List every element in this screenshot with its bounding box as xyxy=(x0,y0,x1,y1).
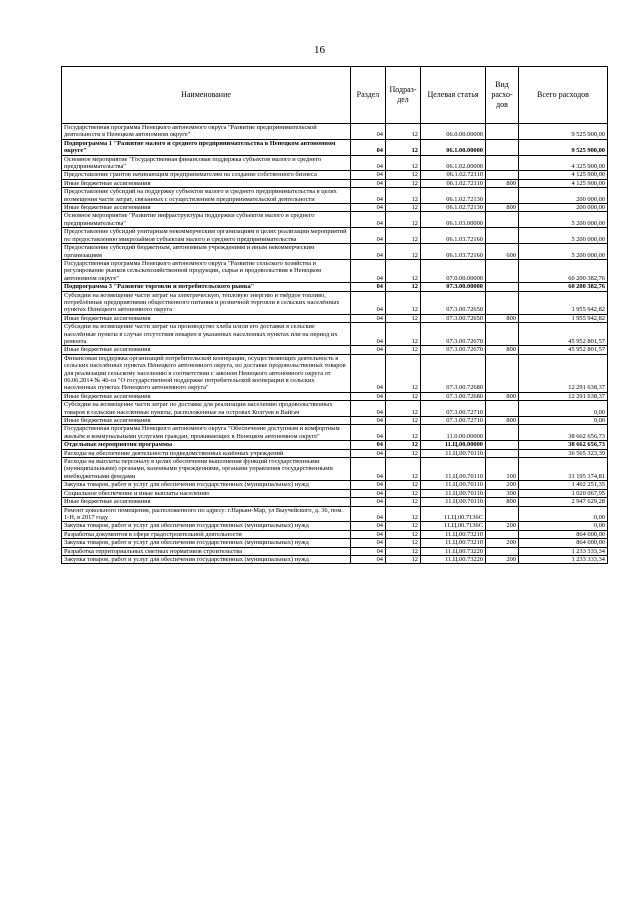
cell-section: 04 xyxy=(351,124,386,140)
cell-name: Субсидии на возмещение части затрат на электрическую, тепловую энергию и твёрдое топливо, потреблённые предприятиями общественного питания и розничной торговли в сельских населённых пунктах Ненецкого автономного округа xyxy=(62,291,351,314)
cell-article: 07.3.00.00000 xyxy=(421,283,486,291)
cell-article: 07.3.00.72680 xyxy=(421,354,486,392)
cell-article: 07.3.00.72650 xyxy=(421,291,486,314)
cell-expense-type: 300 xyxy=(486,489,519,497)
cell-article: 11.Ц.00.7136С xyxy=(421,522,486,530)
cell-name: Отдельные мероприятия программы xyxy=(62,441,351,449)
cell-subsection: 12 xyxy=(386,155,421,171)
cell-name: Субсидии на возмещение части затрат на производство хлеба и/или его доставки в сельские населённые пункты в случае отсутствия пекарен в указанных населенных пунктах или на период их ремонта xyxy=(62,323,351,346)
table-row xyxy=(62,498,608,506)
cell-total: 5 200 000,00 xyxy=(519,212,608,228)
cell-article: 11.Ц.00.7136С xyxy=(421,506,486,522)
cell-name: Иные бюджетные ассигнования xyxy=(62,346,351,354)
column-header-subsection: Подраз-дел xyxy=(386,67,421,124)
table-row xyxy=(62,155,608,171)
cell-name: Государственная программа Ненецкого автономного округа "Обеспечение доступным и комфортным жильём и коммунальными услугами граждан, проживающих в Ненецком автономном округе" xyxy=(62,425,351,441)
cell-subsection: 12 xyxy=(386,323,421,346)
cell-total: 12 291 638,37 xyxy=(519,392,608,400)
table-row xyxy=(62,522,608,530)
cell-article: 11.0.00.00000 xyxy=(421,425,486,441)
cell-subsection: 12 xyxy=(386,354,421,392)
cell-section: 04 xyxy=(351,179,386,187)
cell-section: 04 xyxy=(351,155,386,171)
cell-article: 07.3.00.72670 xyxy=(421,346,486,354)
cell-name: Закупка товаров, работ и услуг для обеспечения государственных (муниципальных) нужд xyxy=(62,539,351,547)
cell-subsection: 12 xyxy=(386,291,421,314)
cell-section: 04 xyxy=(351,228,386,244)
cell-article: 11.Ц.00.73220 xyxy=(421,555,486,563)
cell-expense-type: 200 xyxy=(486,481,519,489)
table-row xyxy=(62,244,608,260)
column-header-name: Наименование xyxy=(62,67,351,124)
cell-expense-type xyxy=(486,425,519,441)
cell-subsection: 12 xyxy=(386,547,421,555)
table-row xyxy=(62,539,608,547)
cell-name: Иные бюджетные ассигнования xyxy=(62,204,351,212)
column-header-article: Целевая статья xyxy=(421,67,486,124)
cell-section: 04 xyxy=(351,244,386,260)
cell-expense-type xyxy=(486,354,519,392)
cell-name: Закупка товаров, работ и услуг для обеспечения государственных (муниципальных) нужд xyxy=(62,555,351,563)
table-header-row xyxy=(62,67,608,124)
cell-subsection: 12 xyxy=(386,228,421,244)
cell-expense-type: 800 xyxy=(486,314,519,322)
cell-subsection: 12 xyxy=(386,555,421,563)
cell-subsection: 12 xyxy=(386,204,421,212)
cell-article: 06.1.03.72160 xyxy=(421,244,486,260)
cell-expense-type xyxy=(486,441,519,449)
cell-total: 1 955 942,82 xyxy=(519,291,608,314)
cell-article: 06.1.03.72160 xyxy=(421,228,486,244)
cell-total: 38 662 656,73 xyxy=(519,441,608,449)
cell-subsection: 12 xyxy=(386,481,421,489)
table-row xyxy=(62,481,608,489)
cell-expense-type: 200 xyxy=(486,522,519,530)
table-row xyxy=(62,392,608,400)
cell-name: Иные бюджетные ассигнования xyxy=(62,417,351,425)
cell-total: 36 565 323,39 xyxy=(519,449,608,457)
table-row xyxy=(62,212,608,228)
cell-expense-type xyxy=(486,449,519,457)
cell-name: Разработка документов в сфере градостроительной деятельности xyxy=(62,530,351,538)
cell-section: 04 xyxy=(351,425,386,441)
cell-expense-type: 800 xyxy=(486,204,519,212)
cell-section: 04 xyxy=(351,522,386,530)
cell-expense-type: 800 xyxy=(486,417,519,425)
table-row xyxy=(62,441,608,449)
cell-name: Государственная программа Ненецкого автономного округа "Развитие предпринимательской деятельности в Ненецком автономном округе" xyxy=(62,124,351,140)
cell-article: 11.Ц.00.70110 xyxy=(421,489,486,497)
table-row xyxy=(62,354,608,392)
cell-article: 06.1.02.00000 xyxy=(421,155,486,171)
cell-subsection: 12 xyxy=(386,425,421,441)
cell-subsection: 12 xyxy=(386,458,421,481)
cell-name: Иные бюджетные ассигнования xyxy=(62,498,351,506)
cell-section: 04 xyxy=(351,314,386,322)
cell-total: 60 200 382,76 xyxy=(519,283,608,291)
cell-article: 06.1.02.72110 xyxy=(421,179,486,187)
table-row xyxy=(62,555,608,563)
cell-article: 07.3.00.72710 xyxy=(421,417,486,425)
table-row xyxy=(62,417,608,425)
cell-section: 04 xyxy=(351,441,386,449)
cell-name: Ремонт цокольного помещения, расположенного по адресу: г.Нарьян-Мар, ул Выучейского, д. 36, пом. 1-Н, в 2017 году xyxy=(62,506,351,522)
cell-section: 04 xyxy=(351,547,386,555)
table-row xyxy=(62,291,608,314)
table-row xyxy=(62,458,608,481)
table-row xyxy=(62,171,608,179)
cell-section: 04 xyxy=(351,498,386,506)
cell-total: 2 947 629,28 xyxy=(519,498,608,506)
cell-total: 31 195 374,81 xyxy=(519,458,608,481)
cell-article: 06.1.02.72130 xyxy=(421,204,486,212)
cell-expense-type xyxy=(486,283,519,291)
cell-section: 04 xyxy=(351,506,386,522)
cell-name: Расходы на выплаты персоналу в целях обеспечения выполнения функций государственными (муниципальными) органами, казенными учреждениями, органами управления государственными внебюджетными фондами xyxy=(62,458,351,481)
cell-subsection: 12 xyxy=(386,283,421,291)
cell-total: 1 402 251,35 xyxy=(519,481,608,489)
cell-total: 38 662 656,73 xyxy=(519,425,608,441)
cell-expense-type: 800 xyxy=(486,392,519,400)
cell-name: Подпрограмма 1 "Развитие малого и среднего предпринимательства в Ненецком автономном округе" xyxy=(62,139,351,155)
cell-expense-type xyxy=(486,259,519,282)
cell-subsection: 12 xyxy=(386,449,421,457)
cell-total: 0,00 xyxy=(519,506,608,522)
column-header-section: Раздел xyxy=(351,67,386,124)
cell-subsection: 12 xyxy=(386,259,421,282)
column-header-total: Всего расходов xyxy=(519,67,608,124)
cell-total: 200 000,00 xyxy=(519,188,608,204)
table-row xyxy=(62,346,608,354)
cell-name: Закупка товаров, работ и услуг для обеспечения государственных (муниципальных) нужд xyxy=(62,481,351,489)
cell-expense-type xyxy=(486,291,519,314)
cell-name: Субсидии на возмещение части затрат по доставке для реализации населению продовольственных товаров в сельские населенные пункты, расположенные на островах Колгуев и Вайгач xyxy=(62,401,351,417)
cell-article: 11.Ц.00.73220 xyxy=(421,547,486,555)
cell-total: 12 291 638,37 xyxy=(519,354,608,392)
cell-total: 200 000,00 xyxy=(519,204,608,212)
table-row xyxy=(62,139,608,155)
cell-expense-type: 800 xyxy=(486,346,519,354)
cell-section: 04 xyxy=(351,204,386,212)
cell-subsection: 12 xyxy=(386,392,421,400)
cell-name: Подпрограмма 3 "Развитие торговли и потребительского рынка" xyxy=(62,283,351,291)
table-body xyxy=(62,124,608,564)
cell-expense-type: 100 xyxy=(486,458,519,481)
cell-total: 9 525 900,00 xyxy=(519,124,608,140)
cell-subsection: 12 xyxy=(386,139,421,155)
table-row xyxy=(62,449,608,457)
cell-section: 04 xyxy=(351,481,386,489)
cell-subsection: 12 xyxy=(386,530,421,538)
cell-name: Разработка территориальных сметных нормативов строительства xyxy=(62,547,351,555)
page-number: 16 xyxy=(314,44,325,56)
cell-name: Основное мероприятие "Государственная финансовая поддержка субъектов малого и среднего предпринимательства" xyxy=(62,155,351,171)
cell-article: 07.0.00.00000 xyxy=(421,259,486,282)
cell-total: 9 525 900,00 xyxy=(519,139,608,155)
cell-subsection: 12 xyxy=(386,401,421,417)
cell-article: 11.Ц.00.70110 xyxy=(421,449,486,457)
cell-article: 06.1.00.00000 xyxy=(421,139,486,155)
cell-expense-type xyxy=(486,155,519,171)
cell-article: 07.3.00.72710 xyxy=(421,401,486,417)
cell-subsection: 12 xyxy=(386,124,421,140)
cell-name: Закупка товаров, работ и услуг для обеспечения государственных (муниципальных) нужд xyxy=(62,522,351,530)
cell-name: Предоставление субсидий унитарным некоммерческим организациям в целях реализации мероприятий по предоставлению микрозаймов субъектам малого и среднего предпринимательства xyxy=(62,228,351,244)
cell-subsection: 12 xyxy=(386,179,421,187)
cell-section: 04 xyxy=(351,323,386,346)
cell-name: Предоставление грантов начинающим предпринимателям на создание собственного бизнеса xyxy=(62,171,351,179)
cell-expense-type xyxy=(486,401,519,417)
cell-subsection: 12 xyxy=(386,539,421,547)
table-row xyxy=(62,323,608,346)
cell-section: 04 xyxy=(351,259,386,282)
cell-subsection: 12 xyxy=(386,346,421,354)
cell-total: 864 000,00 xyxy=(519,539,608,547)
cell-total: 0,00 xyxy=(519,401,608,417)
cell-article: 07.3.00.72650 xyxy=(421,314,486,322)
cell-total: 1 955 942,82 xyxy=(519,314,608,322)
cell-total: 45 952 801,57 xyxy=(519,346,608,354)
table-row xyxy=(62,506,608,522)
table-row xyxy=(62,530,608,538)
cell-expense-type: 800 xyxy=(486,498,519,506)
cell-expense-type xyxy=(486,506,519,522)
cell-section: 04 xyxy=(351,489,386,497)
cell-total: 1 233 333,34 xyxy=(519,555,608,563)
table-row xyxy=(62,547,608,555)
cell-total: 5 200 000,00 xyxy=(519,228,608,244)
cell-section: 04 xyxy=(351,555,386,563)
cell-section: 04 xyxy=(351,449,386,457)
cell-subsection: 12 xyxy=(386,522,421,530)
cell-article: 11.Ц.00.70110 xyxy=(421,481,486,489)
cell-name: Предоставление субсидий на поддержку субъектов малого и среднего предпринимательства в целях возмещения части затрат, связанных с осуществлением предпринимательской деятельности xyxy=(62,188,351,204)
cell-expense-type: 800 xyxy=(486,179,519,187)
cell-expense-type: 200 xyxy=(486,555,519,563)
cell-name: Финансовая поддержка организаций потребительской кооперации, осуществляющих деятельность в сельских населённых пунктах Ненецкого автономного округа, по доставке продовольственных товаров для реализации сельскому населению в соответствии с законом Ненецкого автономного округа от 06.06.2014 № 46-оз "О государственной поддержке потребительской кооперации в сельских населенных пунктах Ненецкого автономного округа" xyxy=(62,354,351,392)
cell-article: 06.1.03.00000 xyxy=(421,212,486,228)
cell-section: 04 xyxy=(351,291,386,314)
cell-expense-type xyxy=(486,188,519,204)
cell-section: 04 xyxy=(351,171,386,179)
cell-expense-type xyxy=(486,323,519,346)
cell-total: 1 233 333,34 xyxy=(519,547,608,555)
cell-subsection: 12 xyxy=(386,417,421,425)
cell-total: 4 125 900,00 xyxy=(519,171,608,179)
cell-expense-type xyxy=(486,124,519,140)
cell-name: Иные бюджетные ассигнования xyxy=(62,179,351,187)
cell-subsection: 12 xyxy=(386,506,421,522)
cell-article: 06.1.02.72130 xyxy=(421,188,486,204)
cell-article: 06.1.02.72110 xyxy=(421,171,486,179)
table-row xyxy=(62,124,608,140)
cell-total: 0,00 xyxy=(519,522,608,530)
cell-section: 04 xyxy=(351,283,386,291)
cell-expense-type xyxy=(486,171,519,179)
cell-article: 11.Ц.00.70110 xyxy=(421,498,486,506)
cell-expense-type: 200 xyxy=(486,539,519,547)
cell-section: 04 xyxy=(351,139,386,155)
cell-subsection: 12 xyxy=(386,188,421,204)
cell-section: 04 xyxy=(351,354,386,392)
cell-total: 60 200 382,76 xyxy=(519,259,608,282)
cell-total: 45 952 801,57 xyxy=(519,323,608,346)
cell-section: 04 xyxy=(351,346,386,354)
cell-total: 864 000,00 xyxy=(519,530,608,538)
cell-article: 11.Ц.00.70110 xyxy=(421,458,486,481)
cell-article: 07.3.00.72670 xyxy=(421,323,486,346)
table-row xyxy=(62,179,608,187)
cell-section: 04 xyxy=(351,458,386,481)
cell-expense-type xyxy=(486,212,519,228)
cell-article: 07.3.00.72680 xyxy=(421,392,486,400)
table-row xyxy=(62,204,608,212)
cell-name: Расходы на обеспечение деятельности подведомственных казённых учреждений xyxy=(62,449,351,457)
cell-section: 04 xyxy=(351,530,386,538)
table-row xyxy=(62,228,608,244)
cell-subsection: 12 xyxy=(386,171,421,179)
cell-name: Иные бюджетные ассигнования xyxy=(62,314,351,322)
cell-expense-type: 600 xyxy=(486,244,519,260)
cell-subsection: 12 xyxy=(386,314,421,322)
cell-subsection: 12 xyxy=(386,489,421,497)
cell-total: 0,00 xyxy=(519,417,608,425)
cell-name: Государственная программа Ненецкого автономного округа "Развитие сельского хозяйства и регулирование рынков сельскохозяйственной продукции, сырья и продовольствия в Ненецком автономном округе" xyxy=(62,259,351,282)
table-row xyxy=(62,283,608,291)
cell-article: 06.0.00.00000 xyxy=(421,124,486,140)
table-row xyxy=(62,401,608,417)
cell-name: Иные бюджетные ассигнования xyxy=(62,392,351,400)
cell-article: 11.Ц.00.73210 xyxy=(421,539,486,547)
cell-section: 04 xyxy=(351,539,386,547)
table-row xyxy=(62,314,608,322)
cell-subsection: 12 xyxy=(386,212,421,228)
cell-name: Предоставление субсидий бюджетным, автономным учреждениям и иным некоммерческим организациям xyxy=(62,244,351,260)
cell-article: 11.Ц.00.00000 xyxy=(421,441,486,449)
cell-name: Социальное обеспечение и иные выплаты населению xyxy=(62,489,351,497)
cell-subsection: 12 xyxy=(386,244,421,260)
cell-section: 04 xyxy=(351,212,386,228)
cell-subsection: 12 xyxy=(386,498,421,506)
cell-expense-type xyxy=(486,139,519,155)
cell-section: 04 xyxy=(351,392,386,400)
cell-total: 4 125 900,00 xyxy=(519,179,608,187)
cell-total: 4 325 900,00 xyxy=(519,155,608,171)
table-row xyxy=(62,259,608,282)
cell-section: 04 xyxy=(351,401,386,417)
budget-table xyxy=(61,66,608,564)
cell-section: 04 xyxy=(351,417,386,425)
table-row xyxy=(62,188,608,204)
column-header-expense-type: Вид расхо-дов xyxy=(486,67,519,124)
cell-expense-type xyxy=(486,530,519,538)
table-row xyxy=(62,425,608,441)
cell-article: 11.Ц.00.73210 xyxy=(421,530,486,538)
cell-expense-type xyxy=(486,228,519,244)
cell-name: Основное мероприятие "Развитие инфраструктуры поддержки субъектов малого и среднего предпринимательства" xyxy=(62,212,351,228)
table-row xyxy=(62,489,608,497)
cell-total: 5 200 000,00 xyxy=(519,244,608,260)
cell-expense-type xyxy=(486,547,519,555)
cell-total: 1 020 067,95 xyxy=(519,489,608,497)
cell-section: 04 xyxy=(351,188,386,204)
cell-subsection: 12 xyxy=(386,441,421,449)
